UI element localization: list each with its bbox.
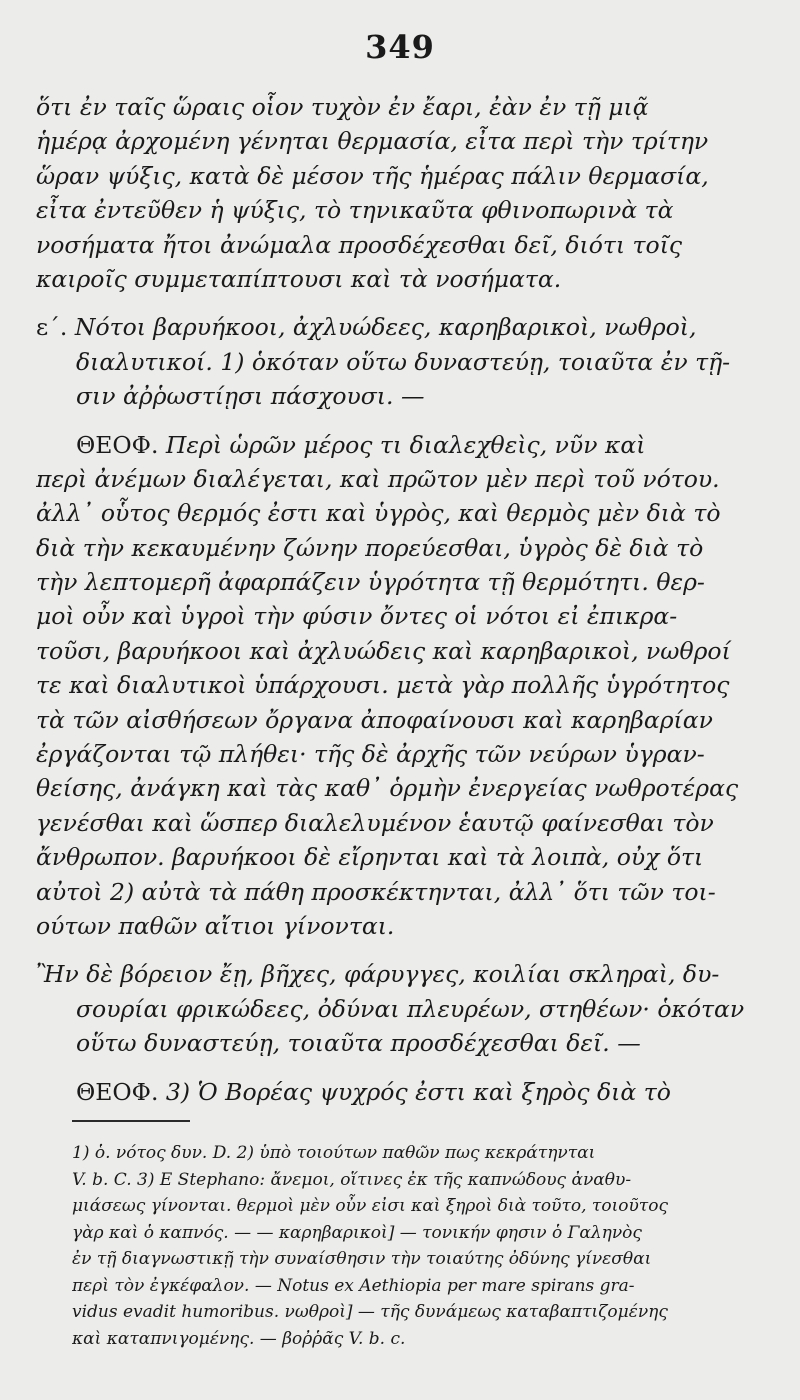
text-line: οὕτω δυναστεύῃ, τοιαῦτα προσδέχεσθαι δεῖ. — [76, 1029, 641, 1058]
footnote-line: περὶ τὸν ἐγκέφαλον. — Notus ex Aethiopia per mare spirans gra- [72, 1275, 635, 1296]
text-line: ἀλλ᾽ οὗτος θερμός ἐστι καὶ ὑγρὸς, καὶ θερμὸς μὲν διὰ τὸ [36, 499, 721, 528]
page-number: 349 [365, 28, 435, 66]
text-line: ἡμέρᾳ ἀρχομένη γένηται θερμασία, εἶτα περὶ τὴν τρίτην [36, 127, 709, 156]
text-line: μοὶ οὖν καὶ ὑγροὶ τὴν φύσιν ὄντες οἱ νότοι εἰ ἐπικρα- [36, 602, 678, 631]
footnote-line: μιάσεως γίνονται. θερμοὶ μὲν οὖν εἰσι καὶ ξηροὶ διὰ τοῦτο, τοιοῦτος [72, 1196, 668, 1216]
footnote-line: ἐν τῇ διαγνωστικῇ τὴν συναίσθησιν τὴν τοιαύτης ὀδύνης γίνεσθαι [72, 1249, 652, 1269]
text-line: καιροῖς συμμεταπίπτουσι καὶ τὰ νοσήματα. [36, 264, 562, 293]
text-line: διαλυτικοί. 1) ὁκόταν οὕτω δυναστεύῃ, τοιαῦτα ἐν τῇ- [76, 347, 731, 376]
text-line: Ἢν δὲ βόρειον ἔῃ, βῆχες, φάρυγγες, κοιλίαι σκληραὶ, δυ- [36, 960, 720, 989]
text-line: περὶ ἀνέμων διαλέγεται, καὶ πρῶτον μὲν περὶ τοῦ νότου. [36, 464, 720, 493]
footnote-line: γὰρ καὶ ὁ καπνός. — — καρηβαρικοὶ] — τονικήν φησιν ὁ Γαληνὸς [72, 1222, 642, 1243]
text-line: ὅτι ἐν ταῖς ὥραις οἷον τυχὸν ἐν ἔαρι, ἐὰν ἐν τῇ μιᾷ [36, 93, 649, 121]
commentator-label: ΘΕΟΦ. [76, 1077, 159, 1106]
text-line: ἐργάζονται τῷ πλήθει· τῆς δὲ ἀρχῆς τῶν νεύρων ὑγραν- [36, 740, 705, 769]
text-line: αὐτοὶ 2) αὐτὰ τὰ πάθη προσκέκτηνται, ἀλλ᾽ ὅτι τῶν τοι- [36, 877, 716, 906]
footnote-divider [72, 1120, 190, 1122]
text-line: γενέσθαι καὶ ὥσπερ διαλελυμένον ἑαυτῷ φαίνεσθαι τὸν [36, 808, 714, 837]
section-e-line [36, 310, 764, 344]
text-line: ἄνθρωπον. βαρυήκοοι δὲ εἴρηνται καὶ τὰ λοιπὰ, οὐχ ὅτι [36, 843, 704, 872]
paragraph-gap [36, 943, 764, 957]
main-text [36, 90, 764, 1109]
text-line: τοῦσι, βαρυήκοοι καὶ ἀχλυώδεις καὶ καρηβαρικοὶ, νωθροί [36, 636, 731, 665]
text-line: εἶτα ἐντεῦθεν ἡ ψύξις, τὸ τηνικαῦτα φθινοπωρινὰ τὰ [36, 196, 674, 225]
text-line: τὴν λεπτομερῆ ἀφαρπάζειν ὑγρότητα τῇ θερμότητι. θερ- [36, 568, 705, 597]
commentary-first-line [36, 1075, 764, 1109]
commentary-first-line [36, 428, 764, 462]
section-label: ε΄. [36, 313, 68, 342]
footnote-line: 1) ὁ. νότος δυν. D. 2) ὑπὸ τοιούτων παθῶν πως κεκράτηνται [72, 1143, 596, 1163]
text-line: τε καὶ διαλυτικοὶ ὑπάρχουσι. μετὰ γὰρ πολλῆς ὑγρότητος [36, 671, 730, 700]
paragraph-gap [36, 296, 764, 310]
footnotes [72, 1140, 762, 1352]
commentary-text: Περὶ ὡρῶν μέρος τι διαλεχθεὶς, νῦν καὶ [165, 430, 646, 459]
text-line: σιν ἀῤῥωστίῃσι πάσχουσι. — [76, 382, 425, 411]
footnote-line: καὶ καταπνιγομένης. — βοῤῥᾶς V. b. c. [72, 1328, 406, 1349]
text-line: ὥραν ψύξις, κατὰ δὲ μέσον τῆς ἡμέρας πάλιν θερμασία, [36, 161, 709, 190]
section-e-text: Νότοι βαρυήκοοι, ἀχλυώδεες, καρηβαρικοὶ, νωθροὶ, [74, 313, 697, 342]
text-line: ούτων παθῶν αἴτιοι γίνονται. [36, 911, 395, 940]
text-line: νοσήματα ἤτοι ἀνώμαλα προσδέχεσθαι δεῖ, διότι τοῖς [36, 230, 683, 259]
text-line: σουρίαι φρικώδεες, ὀδύναι πλευρέων, στηθέων· ὁκόταν [76, 994, 745, 1023]
footnote-line: vidus evadit humoribus. νωθροὶ] — τῆς δυνάμεως καταβαπτιζομένης [72, 1302, 668, 1322]
commentator-label: ΘΕΟΦ. [76, 430, 159, 459]
text-line: θείσης, ἀνάγκη καὶ τὰς καθ᾽ ὁρμὴν ἐνεργείας νωθροτέρας [36, 774, 739, 803]
paragraph-gap [36, 414, 764, 428]
commentary-text: 3) Ὁ Βορέας ψυχρός ἐστι καὶ ξηρὸς διὰ τὸ [165, 1077, 671, 1106]
text-line: τὰ τῶν αἰσθήσεων ὄργανα ἀποφαίνουσι καὶ καρηβαρίαν [36, 705, 713, 734]
footnote-line: V. b. C. 3) E Stephano: ἄνεμοι, οἵτινες ἐκ τῆς καπνώδους ἀναθυ- [72, 1169, 632, 1190]
paragraph-gap [36, 1061, 764, 1075]
text-line: διὰ τὴν κεκαυμένην ζώνην πορεύεσθαι, ὑγρὸς δὲ διὰ τὸ [36, 533, 704, 562]
